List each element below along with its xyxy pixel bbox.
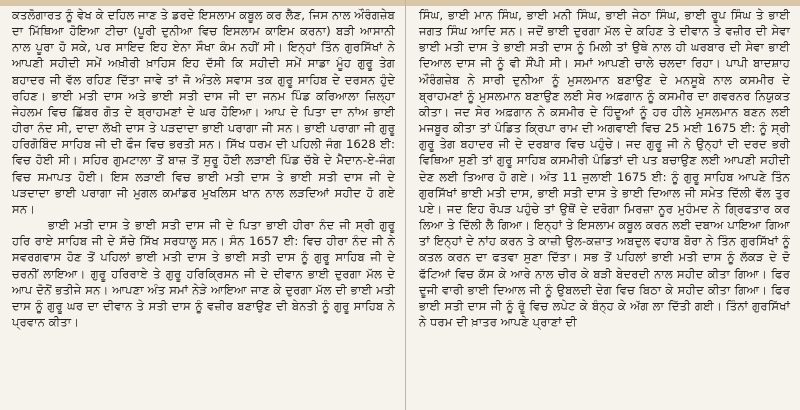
article-paragraph: ਸਿੰਘ, ਭਾਈ ਮਾਨ ਸਿੰਘ, ਭਾਈ ਮਨੀ ਸਿੰਘ, ਭਾਈ ਜੇਠਾ ਸਿੰਘ, ਭਾਈ ਰੂਪ ਸਿੰਘ ਤੇ ਭਾਈ ਜਗਤ ਸਿੰਘ ਆਦਿ ਸਨ। ਜਦੋਂ ਭਾਈ ਦੁਰਗਾ ਮੱਲ ਦੇ ਕਹਿਣ ਤੇ ਦੀਵਾਨ ਤੇ ਵਜ਼ੀਰ ਦੀ ਸੇਵਾ ਭਾਈ ਮਤੀ ਦਾਸ ਤੇ ਭਾਈ ਸਤੀ ਦਾਸ ਨੂੰ ਮਿਲੀ ਤਾਂ ਉਥੇ ਨਾਲ ਹੀ ਘਰਬਾਰ ਦੀ ਸੇਵਾ ਭਾਈ ਦਿਆਲ ਦਾਸ ਜੀ ਨੂੰ ਵੀ ਸੌਂਪੀ ਸੀ। ਸਮਾਂ ਆਪਣੀ ਚਾਲੇ ਚਲਦਾ ਰਿਹਾ। ਪਾਪੀ ਬਾਦਸ਼ਾਹ ਔਰੰਗਜ਼ੇਬ ਨੇ ਸਾਰੀ ਦੁਨੀਆ ਨੂੰ ਮੁਸਲਮਾਨ ਬਣਾਉਣ ਦੇ ਮਨਸੂਬੇ ਨਾਲ ਕਸਮੀਰ ਦੇ ਬ੍ਰਾਹਮਣਾਂ ਨੂੰ ਮੁਸਲਮਾਨ ਬਣਾਉਣ ਲਈ ਸੇਰ ਅਫ਼ਗਾਨ ਨੂੰ ਕਸਮੀਰ ਦਾ ਗਵਰਨਰ ਨਿਯੁਕਤ ਕੀਤਾ। ਜਦ ਸੇਰ ਅਫ਼ਗਾਨ ਨੇ ਕਸਮੀਰ ਦੇ ਹਿੰਦੂਆਂ ਨੂੰ ਹਰ ਹੀਲੇ ਮੁਸਲਮਾਨ ਬਣਨ ਲਈ ਮਜਬੂਰ ਕੀਤਾ ਤਾਂ ਪੰਡਿਤ ਕ੍ਰਿਪਾ ਰਾਮ ਦੀ ਅਗਵਾਈ ਵਿਚ 25 ਮਈ 1675 ਈ: ਨੂੰ ਸ੍ਰੀ ਗੁਰੂ ਤੇਗ ਬਹਾਦਰ ਜੀ ਦੇ ਦਰਬਾਰ ਵਿਚ ਪਹੁੰਚੇ। ਜਦ ਗੁਰੂ ਜੀ ਨੇ ਉਨ੍ਹਾਂ ਦੀ ਦਰਦ ਭਰੀ ਵਿਥਿਆ ਸੁਣੀ ਤਾਂ ਗੁਰੂ ਸਾਹਿਬ ਕਸਮੀਰੀ ਪੰਡਿਤਾਂ ਦੀ ਪਤ ਬਚਾਉਣ ਲਈ ਆਪਣੀ ਸਹੀਦੀ ਦੇਣ ਲਈ ਤਿਆਰ ਹੋ ਗਏ। ਅੰਤ 11 ਜੁਲਾਈ 1675 ਈ: ਨੂੰ ਗੁਰੂ ਸਾਹਿਬ ਆਪਣੇ ਤਿੰਨ ਗੁਰਸਿੱਖਾਂ ਭਾਈ ਮਤੀ ਦਾਸ, ਭਾਈ ਸਤੀ ਦਾਸ ਤੇ ਭਾਈ ਦਿਆਲ ਜੀ ਸਮੇਤ ਦਿੱਲੀ ਵੱਲ ਤੁਰ ਪਏ। ਜਦ ਇਹ ਰੋਪੜ ਪਹੁੰਚੇ ਤਾਂ ਉਥੋਂ ਦੇ ਦਰੋਗਾ ਮਿਰਜ਼ਾ ਨੂਰ ਮੁਹੰਮਦ ਨੇ ਗ੍ਰਿਫਤਾਰ ਕਰ ਲਿਆ ਤੇ ਦਿੱਲੀ ਲੈ ਗਿਆ। ਇਨ੍ਹਾਂ ਤੇ ਇਸਲਾਮ ਕਬੂਲ ਕਰਨ ਲਈ ਦਬਾਅ ਪਾਇਆ ਗਿਆ ਤਾਂ ਇਨ੍ਹਾਂ ਦੇ ਨਾਂਹ ਕਰਨ ਤੇ ਕਾਜ਼ੀ ਉਲ-ਕਜ਼ਾਤ ਅਬਦੁਲ ਵਹਾਬ ਬੋਰਾ ਨੇ ਤਿੰਨ ਗੁਰਸਿੱਖਾਂ ਨੂੰ ਕਤਲ ਕਰਨ ਦਾ ਫਤਵਾ ਸੁਣਾ ਦਿੱਤਾ। ਸਭ ਤੋਂ ਪਹਿਲਾਂ ਭਾਈ ਮਤੀ ਦਾਸ ਨੂੰ ਲੱਕੜ ਦੇ ਦੋ ਫੱਟਿਆਂ ਵਿਚ ਕੱਸ ਕੇ ਆਰੇ ਨਾਲ ਚੀਰ ਕੇ ਬੜੀ ਬੇਦਰਦੀ ਨਾਲ ਸਹੀਦ ਕੀਤਾ ਗਿਆ। ਫਿਰ ਦੂਜੀ ਵਾਰੀ ਭਾਈ ਦਿਆਲ ਜੀ ਨੂੰ ਉਬਲਦੀ ਦੇਗ ਵਿਚ ਬਿਠਾ ਕੇ ਸਹੀਦ ਕੀਤਾ ਗਿਆ। ਫਿਰ ਭਾਈ ਸਤੀ ਦਾਸ ਜੀ ਨੂੰ ਰੂੰ ਵਿਚ ਲਪੇਟ ਕੇ ਬੰਨ੍ਹ ਕੇ ਅੱਗ ਲਾ ਦਿੱਤੀ ਗਈ। ਤਿੰਨਾਂ ਗੁਰਸਿੱਖਾਂ ਨੇ ਧਰਮ ਦੀ ਖ਼ਾਤਰ ਆਪਣੇ ਪ੍ਰਾਣਾਂ ਦੀ: [419, 8, 790, 329]
right-column: [405, 0, 800, 410]
article-paragraph: ਭਾਈ ਮਤੀ ਦਾਸ ਤੇ ਭਾਈ ਸਤੀ ਦਾਸ ਜੀ ਦੇ ਪਿਤਾ ਭਾਈ ਹੀਰਾ ਨੰਦ ਜੀ ਸ੍ਰੀ ਗੁਰੂ ਹਰਿ ਰਾਏ ਸਾਹਿਬ ਜੀ ਦੇ ਸੱਚੇ ਸਿੱਖ ਸਰਧਾਲੂ ਸਨ। ਸੰਨ 1657 ਈ: ਵਿਚ ਹੀਰਾ ਨੰਦ ਜੀ ਨੇ ਸਵਰਗਵਾਸ ਹੋਣ ਤੋਂ ਪਹਿਲਾਂ ਭਾਈ ਮਤੀ ਦਾਸ ਤੇ ਭਾਈ ਸਤੀ ਦਾਸ ਨੂੰ ਗੁਰੂ ਸਾਹਿਬ ਜੀ ਦੇ ਚਰਨੀਂ ਲਾਇਆ। ਗੁਰੂ ਹਰਿਰਾਏ ਤੇ ਗੁਰੂ ਹਰਿਕ੍ਰਿਸਨ ਜੀ ਦੇ ਦੀਵਾਨ ਭਾਈ ਦੁਰਗਾ ਮੱਲ ਦੇ ਆਪ ਦੋਨੋਂ ਭਤੀਜੇ ਸਨ। ਆਪਣਾ ਅੰਤ ਸਮਾਂ ਨੇੜੇ ਆਇਆ ਜਾਣ ਕੇ ਦੁਰਗਾ ਮੱਲ ਦੀ ਭਾਈ ਮਤੀ ਦਾਸ ਨੂੰ ਗੁਰੂ ਘਰ ਦਾ ਦੀਵਾਨ ਤੇ ਸਤੀ ਦਾਸ ਨੂੰ ਵਜ਼ੀਰ ਬਣਾਉਣ ਦੀ ਬੇਨਤੀ ਨੂੰ ਗੁਰੂ ਸਾਹਿਬ ਨੇ ਪ੍ਰਵਾਨ ਕੀਤਾ।: [12, 218, 395, 329]
article-paragraph: ਕਤਲੋਗਾਰਤ ਨੂੰ ਵੇਖ ਕੇ ਦਹਿਲ ਜਾਣ ਤੇ ਡਰਦੇ ਇਸਲਾਮ ਕਬੂਲ ਕਰ ਲੈਣ, ਜਿਸ ਨਾਲ ਔਰੰਗਜ਼ੇਬ ਦਾ ਮਿੱਥਿਆ ਹੋਇਆ ਟੀਚਾ (ਪੂਰੀ ਦੁਨੀਆ ਵਿਚ ਇਸਲਾਮ ਕਾਇਮ ਕਰਨਾ) ਬੜੀ ਆਸਾਨੀ ਨਾਲ ਪੂਰਾ ਹੋ ਸਕੇ, ਪਰ ਸਾਇਦ ਇਹ ਏਨਾ ਸੌਖਾ ਕੰਮ ਨਹੀਂ ਸੀ। ਇਨ੍ਹਾਂ ਤਿੰਨ ਗੁਰਸਿੱਖਾਂ ਨੇ ਆਪਣੀ ਸਹੀਦੀ ਸਮੇਂ ਅਖ਼ੀਰੀ ਖ਼ਾਹਿਸ ਇਹ ਦੱਸੀ ਕਿ ਸਹੀਦੀ ਸਮੇਂ ਸਾਡਾ ਮੂੰਹ ਗੁਰੂ ਤੇਗ ਬਹਾਦਰ ਜੀ ਵੱਲ ਰਹਿਣ ਦਿੱਤਾ ਜਾਵੇ ਤਾਂ ਜੋ ਅੰਤਲੇ ਸਵਾਸ ਤਕ ਗੁਰੂ ਸਾਹਿਬ ਦੇ ਦਰਸਨ ਹੁੰਦੇ ਰਹਿਣ। ਭਾਈ ਮਤੀ ਦਾਸ ਅਤੇ ਭਾਈ ਸਤੀ ਦਾਸ ਜੀ ਦਾ ਜਨਮ ਪਿੰਡ ਕਰਿਆਲਾ ਜ਼ਿਲ੍ਹਾ ਜੇਹਲਮ ਵਿਚ ਛਿੱਬਰ ਗੋਤ ਦੇ ਬ੍ਰਾਹਮਣਾਂ ਦੇ ਘਰ ਹੋਇਆ। ਆਪ ਦੇ ਪਿਤਾ ਦਾ ਨਾਂਅ ਭਾਈ ਹੀਰਾ ਨੰਦ ਸੀ, ਦਾਦਾ ਲੱਖੀ ਦਾਸ ਤੇ ਪੜਦਾਦਾ ਭਾਈ ਪਰਾਗਾ ਜੀ ਸਨ। ਭਾਈ ਪਰਾਗਾ ਜੀ ਗੁਰੂ ਹਰਿਗੋਬਿੰਦ ਸਾਹਿਬ ਜੀ ਦੀ ਫੌਜ ਵਿਚ ਭਰਤੀ ਸਨ। ਸਿੱਖ ਧਰਮ ਦੀ ਪਹਿਲੀ ਜੰਗ 1628 ਈ: ਵਿਚ ਹੋਈ ਸੀ। ਸਹਿਰ ਗੁਮਟਾਲਾ ਤੋਂ ਬਾਜ਼ ਤੋਂ ਸੁਰੂ ਹੋਈ ਲੜਾਈ ਪਿੰਡ ਚੱਬੇ ਦੇ ਮੈਦਾਨ-ਏ-ਜੰਗ ਵਿਚ ਸਮਾਪਤ ਹੋਈ। ਇਸ ਲੜਾਈ ਵਿਚ ਭਾਈ ਮਤੀ ਦਾਸ ਤੇ ਭਾਈ ਸਤੀ ਦਾਸ ਜੀ ਦੇ ਪੜਦਾਦਾ ਭਾਈ ਪਰਾਗਾ ਜੀ ਮੁਗਲ ਕਮਾਂਡਰ ਮੁਖਲਿਸ ਖਾਨ ਨਾਲ ਲੜਦਿਆਂ ਸਹੀਦ ਹੋ ਗਏ ਸਨ।: [12, 8, 395, 216]
